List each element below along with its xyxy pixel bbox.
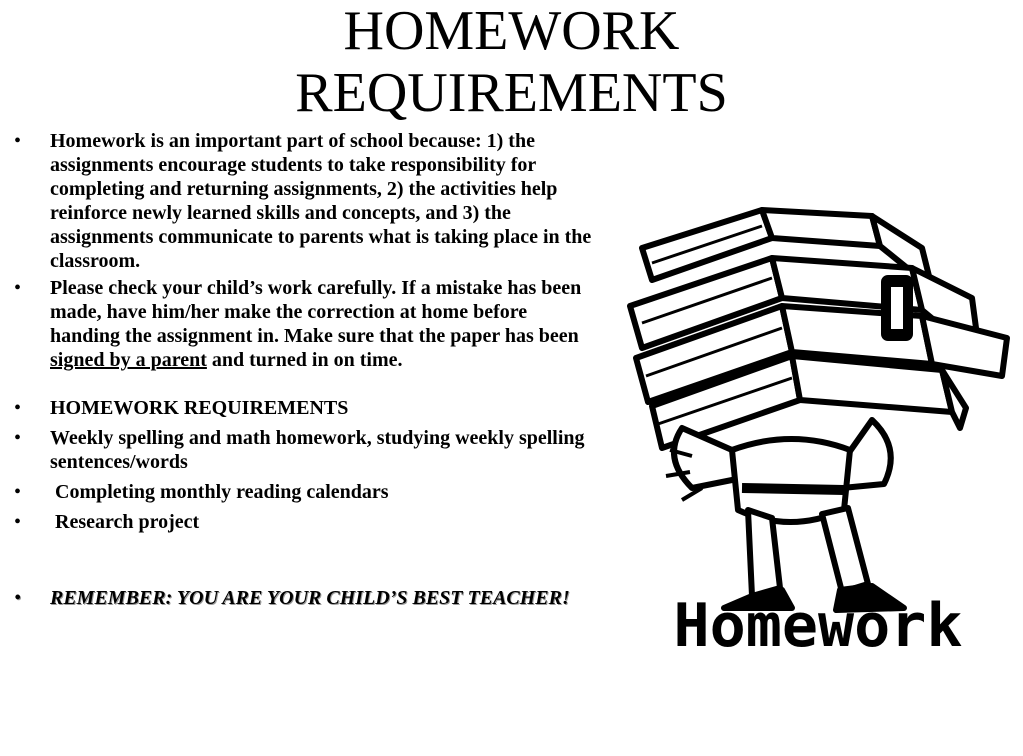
clipart-caption: Homework xyxy=(673,591,963,658)
bullet-check-work: • Please check your child’s work carefully. If a mistake has been made, have him/her make the correction at home before handing the assignment in. Make sure that the paper has been signed by a parent and turned in on time. xyxy=(10,276,600,372)
slide-title xyxy=(0,0,1023,124)
signed-by-parent-emphasis: signed by a parent xyxy=(50,349,207,371)
title-line-2: REQUIREMENTS xyxy=(295,62,728,124)
title-line-1: HOMEWORK xyxy=(343,0,680,62)
bullet-reading-calendars: • Completing monthly reading calendars xyxy=(10,480,600,504)
bullet-research-project: • Research project xyxy=(10,510,600,534)
bullet-weekly-homework: • Weekly spelling and math homework, studying weekly spelling sentences/words xyxy=(10,426,600,474)
bullet-requirements-heading: • HOMEWORK REQUIREMENTS xyxy=(10,396,600,420)
kid-carrying-books-clipart xyxy=(622,188,1014,658)
bullet-remember: • REMEMBER: YOU ARE YOUR CHILD’S BEST TEACHER! xyxy=(10,586,600,610)
bullet-homework-importance: • Homework is an important part of school because: 1) the assignments encourage students to take responsibility for completing and returning assignments, 2) the activities help reinforce newly learned skills and concepts, and 3) the assignments communicate to parents what is taking place in the classroom. xyxy=(10,129,600,273)
bullet-list xyxy=(10,129,600,610)
